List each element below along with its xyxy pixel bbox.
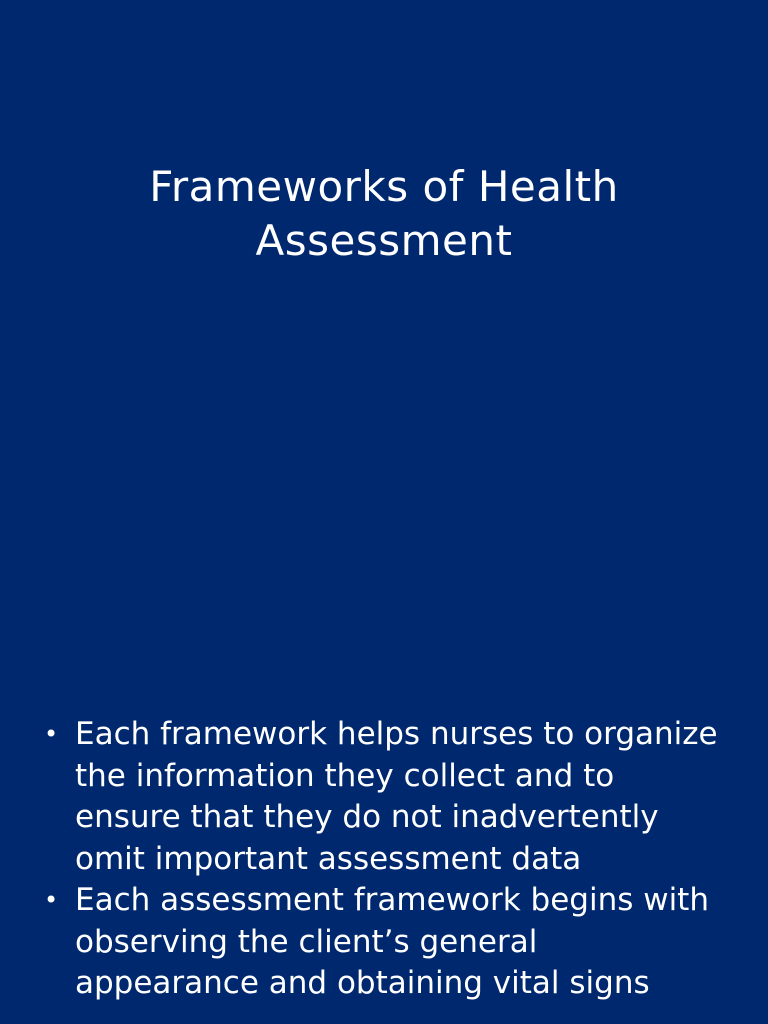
bullet-list xyxy=(44,714,724,1005)
bullet-icon: • xyxy=(44,720,59,748)
bullet-text: Each framework helps nurses to organize the information they collect and to ensure that they do not inadvertently omit important assessment data xyxy=(75,716,718,877)
bullet-item xyxy=(44,880,724,1005)
bullet-item xyxy=(44,714,724,880)
bullet-icon: • xyxy=(44,886,59,914)
slide-title-line-2: Assessment xyxy=(255,216,513,265)
slide-title xyxy=(0,160,768,268)
slide-title-line-1: Frameworks of Health xyxy=(149,162,619,211)
bullet-text: Each assessment framework begins with observing the client’s general appearance and obtaining vital signs xyxy=(75,882,709,1001)
